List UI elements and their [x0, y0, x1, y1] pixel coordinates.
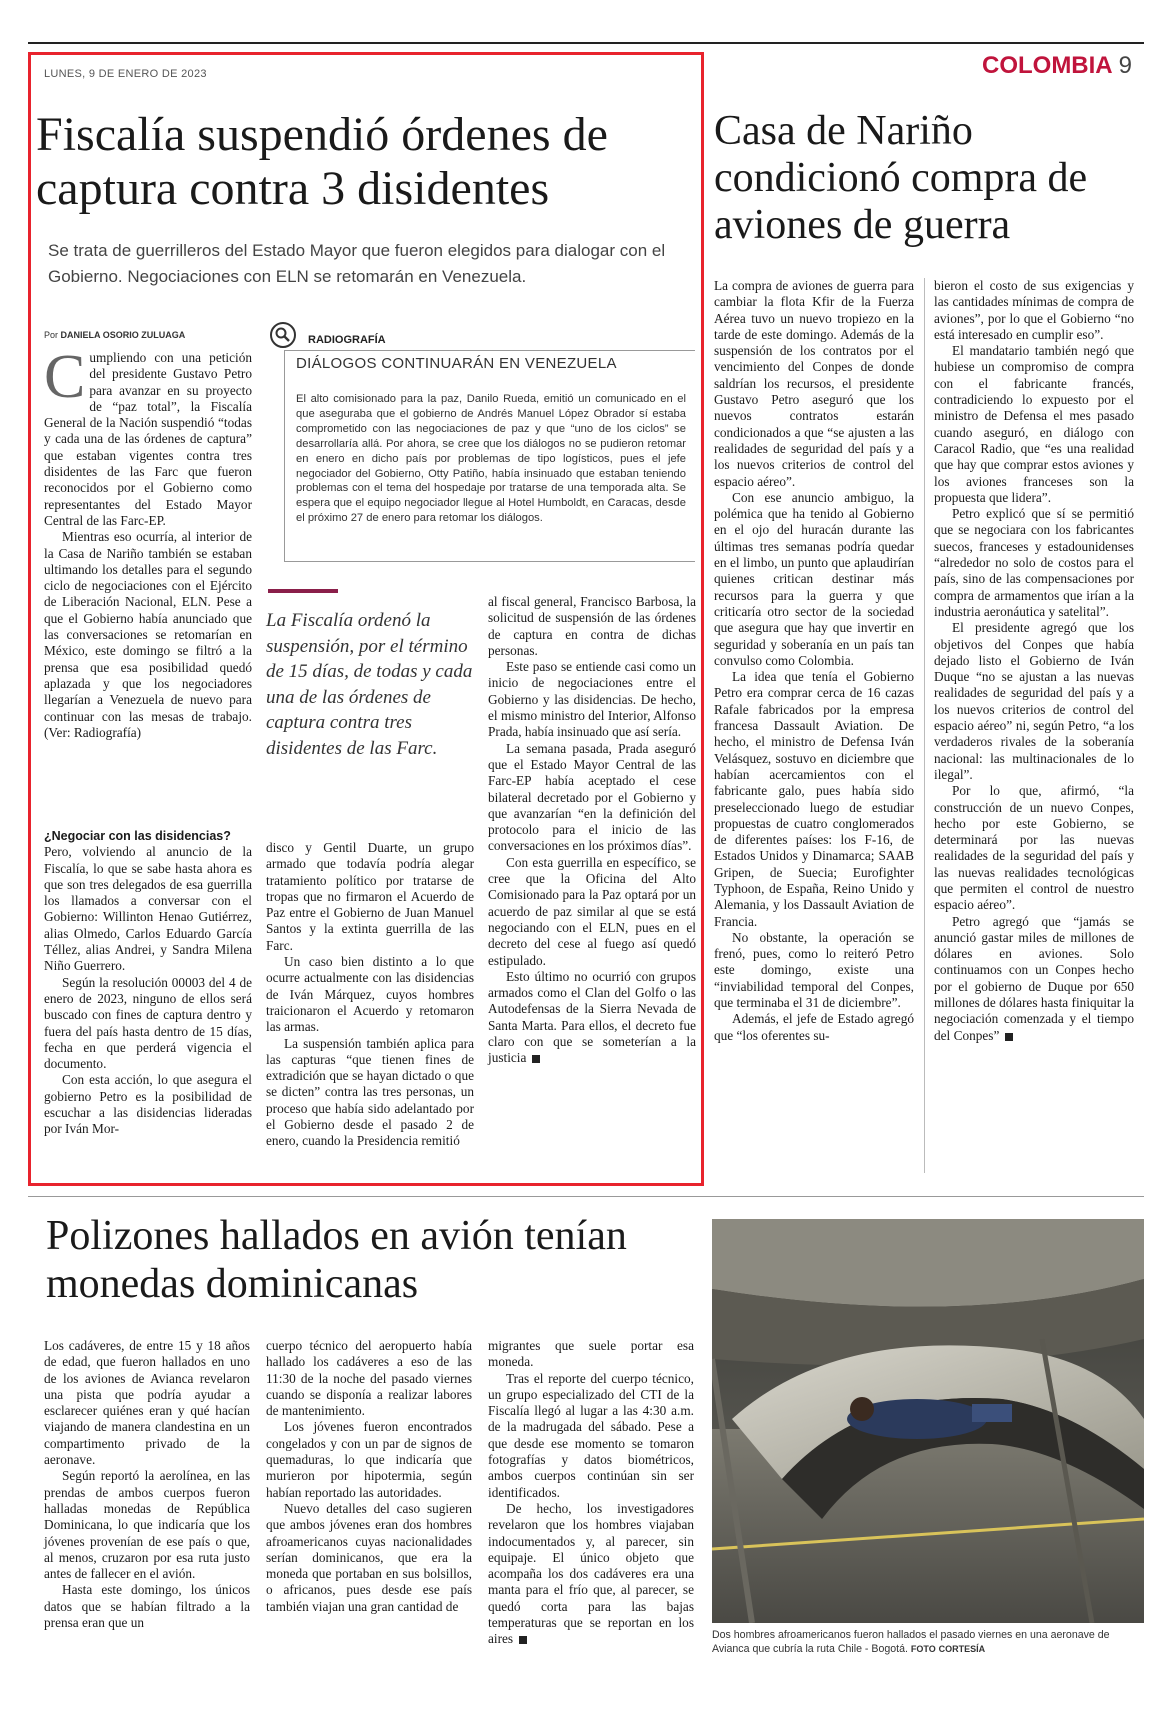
pullquote-bar — [268, 589, 338, 593]
pullquote: La Fiscalía ordenó la suspensión, por el término de 15 días, de todas y cada una de las órdenes de captura contra tres disidentes de las Farc. — [266, 610, 473, 759]
article3-paragraph: Nuevo detalles del caso sugieren que ambos jóvenes eran dos hombres afroamericanos cuyas nacionalidades serían dominicanos, que era la moneda que portaban en sus bolsillos, o africanos, pues desde ese país también viajan una gran cantidad de — [266, 1500, 472, 1614]
article2-paragraph: bieron el costo de sus exigencias y las cantidades mínimas de compra de aviones”, por lo que el Gobierno “no está interesado en cumplir eso”. — [934, 278, 1134, 342]
article2-paragraph: Petro explicó que sí se permitió que se negociara con los fabricantes suecos, franceses y estadounidenses “alrededor no solo de costos para el país, sino de las compensaciones por compra de armamentos que irían a la industria aeronáutica y satelital”. — [934, 506, 1134, 619]
article1-col3 — [488, 594, 696, 1067]
article2-paragraph: El presidente agregó que los objetivos del Conpes que había dejado listo el Gobierno de Iván Duque “no se ajustan a las nuevas realidades de seguridad del país y a los nuevos criterios de control del espacio aéreo” ni, según Petro, “a los verdaderos rivales de la soberanía nacional: las multinacionales de lo ilegal”. — [934, 620, 1134, 782]
article2-paragraph: Con ese anuncio ambiguo, la polémica que ha tenido al Gobierno en el ojo del huracán durante las últimas tres semanas podría quedar en el limbo, un punto que aplaudirían quienes critican destinar más recursos para la guerra y que criticaría otro sector de la sociedad que asegura que hay que invertir en seguridad y soberanía en un país tan convulso como Colombia. — [714, 489, 914, 668]
article1-byline — [44, 330, 185, 340]
article3-paragraph: Hasta este domingo, los únicos datos que se habían filtrado a la prensa eran que un — [44, 1582, 250, 1631]
photo-caption: Dos hombres afroamericanos fueron hallados el pasado viernes en una aeronave de Avianca que cubría la ruta Chile - Bogotá. FOTO CORTESÍA — [712, 1629, 1110, 1655]
article3-col3 — [488, 1338, 694, 1648]
radiografia-body: El alto comisionado para la paz, Danilo Rueda, emitió un comunicado en el que aseguraba que el gobierno de Andrés Manuel López Obrador sí estaba comprometido con las negociaciones de paz y que “uno de los ciclos” se desarrollaría allá. Por ahora, se cree que los diálogos no se pudieron retomar en enero en dicho país por problemas de tipo logísticos, pues el jefe negociador del Gobierno, Otty Patiño, había insinuado que estaban teniendo problemas con el tema del hospedaje por tratarse de una temporada alta. Se espera que el equipo negociador llegue al Hotel Humboldt, en Caracas, desde el próximo 27 de enero para retomar los diálogos. — [296, 393, 686, 525]
dropcap: C — [44, 343, 86, 411]
article1-paragraph: Este paso se entiende casi como un inicio de negociaciones entre el Gobierno y las disidencias. De hecho, el mismo ministro del Interior, Alfonso Prada, había insinuado que así sería. — [488, 659, 696, 740]
aircraft-photo-illustration — [712, 1219, 1144, 1623]
article2-paragraph: No obstante, la operación se frenó, pues, como lo reiteró Petro este domingo, existe una “inviabilidad temporal del Conpes, que terminaba el 31 de diciembre”. — [714, 929, 914, 1011]
article1-paragraph: Según la resolución 00003 del 4 de enero de 2023, ninguno de ellos será buscado con fines de captura dentro y fuera del país hasta dentro de 15 días, fecha en que perderá vigencia el documento. — [44, 974, 252, 1072]
section-divider — [28, 1196, 1144, 1197]
article1-paragraph: Con esta acción, lo que asegura el gobierno Petro es la posibilidad de escuchar a las disidencias lideradas por Iván Mor- — [44, 1072, 252, 1137]
article2-paragraph: Por lo que, afirmó, “la construcción de un nuevo Conpes, hecho por este Gobierno, se determinará por las nuevas realidades de la seguridad del país y las nuevas realidades tecnológicas que permiten el control de nuestro espacio aéreo”. — [934, 783, 1134, 913]
article1-col1-lower — [44, 822, 252, 1138]
article1-headline: Fiscalía suspendió órdenes de captura contra 3 disidentes — [36, 108, 608, 215]
article1-paragraph: La suspensión también aplica para las capturas “que tienen fines de extradición que se hayan dictado o que se dicten” contra las tres personas, un proceso que había sido adelantado por el Gobierno desde el pasado 2 de enero, cuando la Presidencia remitió — [266, 1035, 474, 1149]
article1-col2 — [266, 840, 474, 1150]
article1-paragraph: La semana pasada, Prada aseguró que el Estado Mayor Central de las Farc-EP había aceptado el cese bilateral decretado por el Gobierno y que avanzarían “en la definición del protocolo para el inicio de las conversaciones en los próximos días”. — [488, 740, 696, 854]
byline-name: DANIELA OSORIO ZULUAGA — [60, 330, 186, 340]
article3-paragraph: cuerpo técnico del aeropuerto había hallado los cadáveres a eso de las 11:30 de la noche del pasado viernes cuando se disponía a realizar labores de mantenimiento. — [266, 1338, 472, 1419]
end-mark — [519, 1636, 527, 1644]
column-divider — [924, 278, 925, 1173]
photo-credit-prefix: FOTO — [910, 1644, 936, 1654]
article3-col2 — [266, 1338, 472, 1615]
end-mark — [532, 1055, 540, 1063]
article2-paragraph: La idea que tenía el Gobierno Petro era comprar cerca de 16 cazas Rafale fabricados por la empresa francesa Dassault Aviation. De hecho, el ministro de Defensa Iván Velásquez, sostuvo en diciembre que habían acercamientos con el fabricante galo, pues había sido preseleccionado luego de estudiar propuestas de cuatro conglomerados de diferentes países: los F-16, de Estados Unidos y Dinamarca; SAAB Gripen, de Suecia; Eurofighter Typhoon, de España, Reino Unido y Alemania, y los Dassault Aviation de Francia. — [714, 669, 914, 929]
article2-col1 — [714, 278, 914, 1044]
magnifier-icon — [270, 322, 296, 348]
article1-paragraph: disco y Gentil Duarte, un grupo armado que todavía podría alegar tratamiento político por tratarse de tropas que no firmaron el Acuerdo de Paz entre el Gobierno de Juan Manuel Santos y la extinta guerrilla de las Farc. — [266, 840, 474, 953]
section-label — [982, 52, 1132, 80]
top-rule — [28, 42, 1144, 44]
aircraft-photo — [712, 1219, 1144, 1623]
byline-prefix: Por — [44, 330, 59, 340]
article1-deck: Se trata de guerrilleros del Estado Mayor que fueron elegidos para dialogar con el Gobierno. Negociaciones con ELN se retomarán en Venezuela. — [48, 241, 666, 286]
article1-paragraph: Un caso bien distinto a lo que ocurre actualmente con las disidencias de Iván Márquez, cuyos hombres traicionaron el Acuerdo y retomaron las armas. — [266, 954, 474, 1035]
article3-paragraph: Los jóvenes fueron encontrados congelados y con un par de signos de quemaduras, lo que indicaría que murieron por hipotermia, según habían reportado las autoridades. — [266, 1419, 472, 1500]
article1-paragraph: Pero, volviendo al anuncio de la Fiscalía, lo que se sabe hasta ahora es que son tres delegados de esa guerrilla los llamados a conversar con el Gobierno: Willinton Henao Gutiérrez, alias Olmedo, Carlos Eduardo García Téllez, alias Andrei, y Sandra Milena Niño Guerrero. — [44, 844, 252, 974]
article3-paragraph: Los cadáveres, de entre 15 y 18 años de edad, que fueron hallados en uno de los aviones de Avianca revelaron una pista que podría ayudar a esclarecer quiénes eran y qué hacían viajando de manera clandestina en un compartimento privado de la aeronave. — [44, 1338, 250, 1468]
article1-paragraph: Con esta guerrilla en específico, se cree que la Oficina del Alto Comisionado para la Paz optará por un acuerdo de paz similar al que se está negociando con el ELN, pues en el decreto del cese al fuego así quedó estipulado. — [488, 854, 696, 968]
article1-paragraph: umpliendo con una petición del presidente Gustavo Petro para avanzar en su proyecto de “paz total”, la Fiscalía General de la Nación suspendió “todas y cada una de las órdenes de captura” que estaban vigentes contra tres disidentes de las Farc que fueron reconocidos por el Gobierno como representantes del Estado Mayor Central de las Farc-EP. — [44, 350, 252, 528]
article1-paragraph: Esto último no ocurrió con grupos armados como el Clan del Golfo o las Autodefensas de la Sierra Nevada de Santa Marta. Para ellos, el decreto fue claro con que se someterían a la justicia — [488, 968, 696, 1066]
end-mark — [1005, 1033, 1013, 1041]
article3-paragraph: De hecho, los investigadores revelaron que los hombres viajaban indocumentados y, al parecer, sin equipaje. El único objeto que acompaña los dos cadáveres era una manta para el frío que, al parecer, se quedó corta para las bajas temperaturas que se reportan en los aires — [488, 1500, 694, 1647]
article3-paragraph: migrantes que suele portar esa moneda. — [488, 1338, 694, 1370]
article3-col1 — [44, 1338, 250, 1631]
article2-paragraph: Petro agregó que “jamás se anunció gastar miles de millones de dólares en aviones. Solo continuamos con un Conpes hecho por el gobierno de Duque por 650 millones de dólares hasta finiquitar la negociación comenzada y el tiempo del Conpes” — [934, 913, 1134, 1043]
article3-paragraph: Tras el reporte del cuerpo técnico, un grupo especializado del CTI de la Fiscalía llegó al lugar a las 4:30 a.m. de la madrugada del sábado. Pese a que desde ese momento se tomaron fotografías y datos biométricos, ambos cuerpos continúan sin ser identificados. — [488, 1370, 694, 1500]
dateline: LUNES, 9 DE ENERO DE 2023 — [44, 68, 207, 80]
photo-credit: CORTESÍA — [938, 1644, 986, 1654]
radiografia-label: RADIOGRAFÍA — [308, 334, 386, 346]
article1-col1-upper — [44, 343, 252, 741]
article2-paragraph: El mandatario también negó que hubiese un compromiso de compra con el fabricante francés, contradiciendo lo expuesto por el ministro de Defensa el mes pasado cuando aseguró, en diálogo con Caracol Radio, que “es una realidad que hay que comprar estos aviones y los aviones franceses son la propuesta que lidera”. — [934, 343, 1134, 505]
article1-paragraph: Mientras eso ocurría, al interior de la Casa de Nariño también se estaban ultimando los detalles para el segundo ciclo de negociaciones con el Ejército de Liberación Nacional, ELN. Pese a que el Gobierno había anunciado que las conversaciones se retomarían en México, este domingo se filtró a la prensa que esa posibilidad quedó aplazada y que los negociadores llegarían a Venezuela de nuevo para continuar con las mesas de trabajo. (Ver: Radiografía) — [44, 529, 252, 740]
article2-paragraph: La compra de aviones de guerra para cambiar la flota Kfir de la Fuerza Aérea tuvo un nuevo tropiezo en la tarde de este domingo. Además de la suspensión de los contratos por el vencimiento del Conpes de donde saldrían los recursos, el presidente Gustavo Petro aseguró que los nuevos contratos estarán condicionados a que “se ajusten a las realidades de seguridad del país y a los nuevos criterios de control del espacio aéreo”. — [714, 278, 914, 489]
article1-paragraph: al fiscal general, Francisco Barbosa, la solicitud de suspensión de las órdenes de captura en contra de dichas personas. — [488, 594, 696, 658]
article3-paragraph: Según reportó la aerolínea, en las prendas de ambos cuerpos fueron halladas monedas de República Dominicana, lo que indicaría que los jóvenes provenían de ese país o que, al menos, cruzaron por esa ruta justo antes de fallecer en el avión. — [44, 1468, 250, 1582]
page-number: 9 — [1118, 52, 1132, 79]
article2-headline: Casa de Nariño condicionó compra de aviones de guerra — [714, 108, 1088, 248]
article2-paragraph: Además, el jefe de Estado agregó que “los oferentes su- — [714, 1011, 914, 1043]
article2-col2 — [934, 278, 1134, 1044]
article1-subhead: ¿Negociar con las disidencias? — [44, 829, 231, 843]
section-name: COLOMBIA — [981, 52, 1113, 79]
radiografia-title: DIÁLOGOS CONTINUARÁN EN VENEZUELA — [296, 355, 617, 372]
article3-headline: Polizones hallados en avión tenían monedas dominicanas — [46, 1213, 627, 1307]
